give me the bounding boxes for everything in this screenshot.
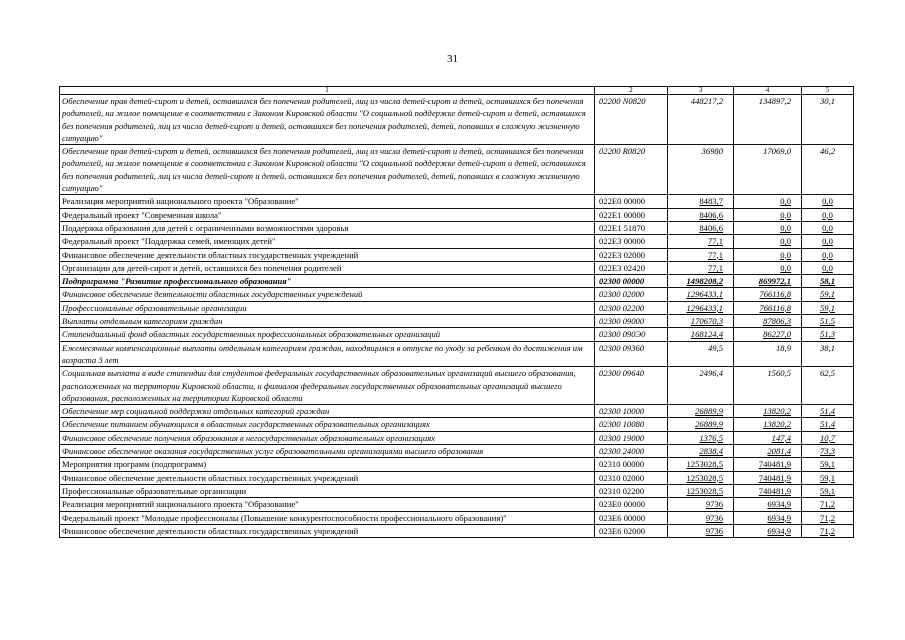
- row-name-cell: Организации для детей-сирот и детей, оставшихся без попечения родителей: [60, 261, 595, 274]
- row-value-3-cell: 448217,2: [668, 95, 734, 145]
- row-name-cell: Подпрограмма "Развитие профессионального образования": [60, 275, 595, 288]
- row-value-4-cell: 134897,2: [734, 95, 802, 145]
- table-row: [60, 484, 854, 497]
- row-name-cell: Стипендиальный фонд областных государственных профессиональных образовательных организаций: [60, 328, 595, 341]
- row-value-5-cell: 51,4: [802, 405, 854, 418]
- table-row: [60, 524, 854, 537]
- row-value-3-cell: 8406,6: [668, 221, 734, 234]
- table-body: [60, 95, 854, 538]
- row-code-cell: 022E3 02000: [595, 248, 668, 261]
- row-name-cell: Финансовое обеспечение оказания государственных услуг образовательными организациями высшего образования: [60, 445, 595, 458]
- row-name-cell: Финансовое обеспечение деятельности областных государственных учреждений: [60, 524, 595, 537]
- header-cell-3: 3: [668, 87, 734, 95]
- row-value-3-cell: 1253028,5: [668, 471, 734, 484]
- row-code-cell: 022E0 00000: [595, 195, 668, 208]
- row-code-cell: 023E6 00000: [595, 511, 668, 524]
- row-name-cell: Профессиональные образовательные организации: [60, 484, 595, 497]
- table-row: [60, 405, 854, 418]
- row-code-cell: 02310 00000: [595, 458, 668, 471]
- row-code-cell: 02300 10000: [595, 405, 668, 418]
- row-code-cell: 02300 02200: [595, 301, 668, 314]
- header-row: [60, 87, 854, 95]
- row-name-cell: Ежемесячные компенсационные выплаты отдельным категориям граждан, находящимся в отпуске по уходу за ребенком до достижения им возраста 3 лет: [60, 341, 595, 367]
- table-row: [60, 235, 854, 248]
- row-value-3-cell: 2838,4: [668, 445, 734, 458]
- row-name-cell: Обеспечение питанием обучающихся в областных государственных образовательных организациях: [60, 418, 595, 431]
- row-value-3-cell: 9736: [668, 511, 734, 524]
- row-value-5-cell: 38,1: [802, 341, 854, 367]
- row-value-4-cell: 766116,8: [734, 301, 802, 314]
- row-value-5-cell: 59,1: [802, 484, 854, 497]
- table-row: [60, 458, 854, 471]
- row-value-4-cell: 0,0: [734, 261, 802, 274]
- table-row: [60, 248, 854, 261]
- table-row: [60, 431, 854, 444]
- row-value-4-cell: 740481,9: [734, 458, 802, 471]
- row-code-cell: 023E0 00000: [595, 498, 668, 511]
- row-value-4-cell: 18,9: [734, 341, 802, 367]
- row-name-cell: Обеспечение мер социальной поддержки отдельных категорий граждан: [60, 405, 595, 418]
- table-row: [60, 471, 854, 484]
- row-value-3-cell: 26889,9: [668, 418, 734, 431]
- row-name-cell: Реализация мероприятий национального проекта "Образование": [60, 195, 595, 208]
- row-value-4-cell: 0,0: [734, 248, 802, 261]
- table-row: [60, 208, 854, 221]
- row-code-cell: 02300 09640: [595, 367, 668, 405]
- table-row: [60, 418, 854, 431]
- row-value-4-cell: 740481,9: [734, 471, 802, 484]
- row-value-5-cell: 58,1: [802, 275, 854, 288]
- table-row: [60, 511, 854, 524]
- row-code-cell: 02310 02200: [595, 484, 668, 497]
- row-name-cell: Социальная выплата в виде стипендии для студентов федеральных государственных образовательных организаций высшего образования, расположенных на территории Кировской области, и филиалов федеральных государственных образовательных организаций высшего образования, расположенных на территории Кировской области: [60, 367, 595, 405]
- row-name-cell: Финансовое обеспечение деятельности областных государственных учреждений: [60, 288, 595, 301]
- row-value-5-cell: 51,4: [802, 418, 854, 431]
- row-code-cell: 02310 02000: [595, 471, 668, 484]
- table-row: [60, 288, 854, 301]
- row-value-5-cell: 59,1: [802, 301, 854, 314]
- header-cell-1: 1: [60, 87, 595, 95]
- row-value-3-cell: 168124,4: [668, 328, 734, 341]
- row-value-3-cell: 1253028,5: [668, 458, 734, 471]
- row-value-4-cell: 869972,1: [734, 275, 802, 288]
- row-code-cell: 022E1 00000: [595, 208, 668, 221]
- row-name-cell: Профессиональные образовательные организации: [60, 301, 595, 314]
- row-code-cell: 022E1 51870: [595, 221, 668, 234]
- row-value-3-cell: 77,1: [668, 261, 734, 274]
- table-row: [60, 275, 854, 288]
- row-value-3-cell: 8483,7: [668, 195, 734, 208]
- row-name-cell: Мероприятия программ (подпрограмм): [60, 458, 595, 471]
- row-value-5-cell: 0,0: [802, 235, 854, 248]
- row-value-3-cell: 9736: [668, 524, 734, 537]
- row-code-cell: 023E6 02000: [595, 524, 668, 537]
- header-cell-2: 2: [595, 87, 668, 95]
- row-code-cell: 02300 24000: [595, 445, 668, 458]
- row-value-5-cell: 0,0: [802, 221, 854, 234]
- row-code-cell: 02300 09000: [595, 315, 668, 328]
- row-value-3-cell: 1498208,2: [668, 275, 734, 288]
- header-cell-4: 4: [734, 87, 802, 95]
- row-code-cell: 022E3 00000: [595, 235, 668, 248]
- row-value-5-cell: 0,0: [802, 261, 854, 274]
- row-value-5-cell: 51,5: [802, 315, 854, 328]
- budget-table: [59, 86, 854, 538]
- row-value-5-cell: 71,2: [802, 511, 854, 524]
- table-row: [60, 261, 854, 274]
- row-value-4-cell: 87806,3: [734, 315, 802, 328]
- table-row: [60, 95, 854, 145]
- row-value-4-cell: 1560,5: [734, 367, 802, 405]
- table-row: [60, 445, 854, 458]
- row-value-4-cell: 6934,9: [734, 511, 802, 524]
- row-name-cell: Обеспечение прав детей-сирот и детей, оставшихся без попечения родителей, лиц из числа детей-сирот и детей, оставшихся без попечения родителей, на жилое помещение в соответствии с Законом Кировской области "О социальной поддержке детей-сирот и детей, оставшихся без попечения родителей, лиц из числа детей-сирот и детей, оставшихся без попечения родителей, детей, попавших в сложную жизненную ситуацию": [60, 95, 595, 145]
- row-name-cell: Обеспечение прав детей-сирот и детей, оставшихся без попечения родителей, лиц из числа детей-сирот и детей, оставшихся без попечения родителей, на жилое помещение в соответствии с Законом Кировской области "О социальной поддержке детей-сирот и детей, оставшихся без попечения родителей, лиц из числа детей-сирот и детей, оставшихся без попечения родителей, детей, попавших в сложную жизненную ситуацию": [60, 145, 595, 195]
- row-value-3-cell: 36980: [668, 145, 734, 195]
- row-value-4-cell: 17069,0: [734, 145, 802, 195]
- table-row: [60, 145, 854, 195]
- row-value-4-cell: 13820,2: [734, 405, 802, 418]
- row-value-5-cell: 73,3: [802, 445, 854, 458]
- row-value-3-cell: 9736: [668, 498, 734, 511]
- row-value-4-cell: 2081,4: [734, 445, 802, 458]
- row-value-3-cell: 26889,9: [668, 405, 734, 418]
- page-number: 31: [447, 53, 458, 65]
- row-name-cell: Выплаты отдельным категориям граждан: [60, 315, 595, 328]
- row-name-cell: Федеральный проект "Поддержка семей, имеющих детей": [60, 235, 595, 248]
- row-code-cell: 02300 02000: [595, 288, 668, 301]
- row-value-5-cell: 59,1: [802, 471, 854, 484]
- row-name-cell: Реализация мероприятий национального проекта "Образование": [60, 498, 595, 511]
- row-code-cell: 02300 19000: [595, 431, 668, 444]
- row-value-3-cell: 1296433,1: [668, 288, 734, 301]
- table-row: [60, 195, 854, 208]
- row-value-5-cell: 62,5: [802, 367, 854, 405]
- row-value-5-cell: 10,7: [802, 431, 854, 444]
- row-value-5-cell: 59,1: [802, 288, 854, 301]
- row-value-3-cell: 2496,4: [668, 367, 734, 405]
- row-code-cell: 02300 10080: [595, 418, 668, 431]
- row-value-5-cell: 0,0: [802, 195, 854, 208]
- row-value-3-cell: 1253028,5: [668, 484, 734, 497]
- row-code-cell: 02200 R0820: [595, 145, 668, 195]
- table-row: [60, 221, 854, 234]
- row-value-4-cell: 766116,8: [734, 288, 802, 301]
- row-name-cell: Финансовое обеспечение деятельности областных государственных учреждений: [60, 248, 595, 261]
- row-value-4-cell: 86227,0: [734, 328, 802, 341]
- row-value-3-cell: 1376,5: [668, 431, 734, 444]
- row-value-5-cell: 71,2: [802, 524, 854, 537]
- table-row: [60, 301, 854, 314]
- row-value-3-cell: 8406,6: [668, 208, 734, 221]
- row-name-cell: Поддержка образования для детей с ограниченными возможностями здоровья: [60, 221, 595, 234]
- row-code-cell: 02300 09360: [595, 341, 668, 367]
- row-value-4-cell: 6934,9: [734, 498, 802, 511]
- table-row: [60, 367, 854, 405]
- row-code-cell: 02200 N0820: [595, 95, 668, 145]
- row-value-5-cell: 46,2: [802, 145, 854, 195]
- row-value-3-cell: 77,1: [668, 248, 734, 261]
- row-value-4-cell: 0,0: [734, 235, 802, 248]
- row-value-5-cell: 71,2: [802, 498, 854, 511]
- row-value-4-cell: 0,0: [734, 221, 802, 234]
- row-value-3-cell: 49,5: [668, 341, 734, 367]
- row-code-cell: 02300 00000: [595, 275, 668, 288]
- row-value-4-cell: 13820,2: [734, 418, 802, 431]
- row-name-cell: Финансовое обеспечение получения образования в негосударственных образовательных организациях: [60, 431, 595, 444]
- row-name-cell: Федеральный проект "Современная школа": [60, 208, 595, 221]
- row-name-cell: Федеральный проект "Молодые профессионалы (Повышение конкурентоспособности профессионального образования)": [60, 511, 595, 524]
- row-value-4-cell: 147,4: [734, 431, 802, 444]
- row-value-5-cell: 59,1: [802, 458, 854, 471]
- row-value-3-cell: 170670,3: [668, 315, 734, 328]
- row-value-3-cell: 77,1: [668, 235, 734, 248]
- row-value-5-cell: 51,3: [802, 328, 854, 341]
- row-code-cell: 02300 090Э0: [595, 328, 668, 341]
- row-value-5-cell: 0,0: [802, 248, 854, 261]
- table-row: [60, 341, 854, 367]
- row-name-cell: Финансовое обеспечение деятельности областных государственных учреждений: [60, 471, 595, 484]
- table-row: [60, 328, 854, 341]
- row-code-cell: 022E3 02420: [595, 261, 668, 274]
- row-value-5-cell: 0,0: [802, 208, 854, 221]
- row-value-5-cell: 30,1: [802, 95, 854, 145]
- row-value-4-cell: 0,0: [734, 208, 802, 221]
- row-value-4-cell: 740481,9: [734, 484, 802, 497]
- table-row: [60, 498, 854, 511]
- table-row: [60, 315, 854, 328]
- row-value-3-cell: 1296433,1: [668, 301, 734, 314]
- row-value-4-cell: 0,0: [734, 195, 802, 208]
- row-value-4-cell: 6934,9: [734, 524, 802, 537]
- header-cell-5: 5: [802, 87, 854, 95]
